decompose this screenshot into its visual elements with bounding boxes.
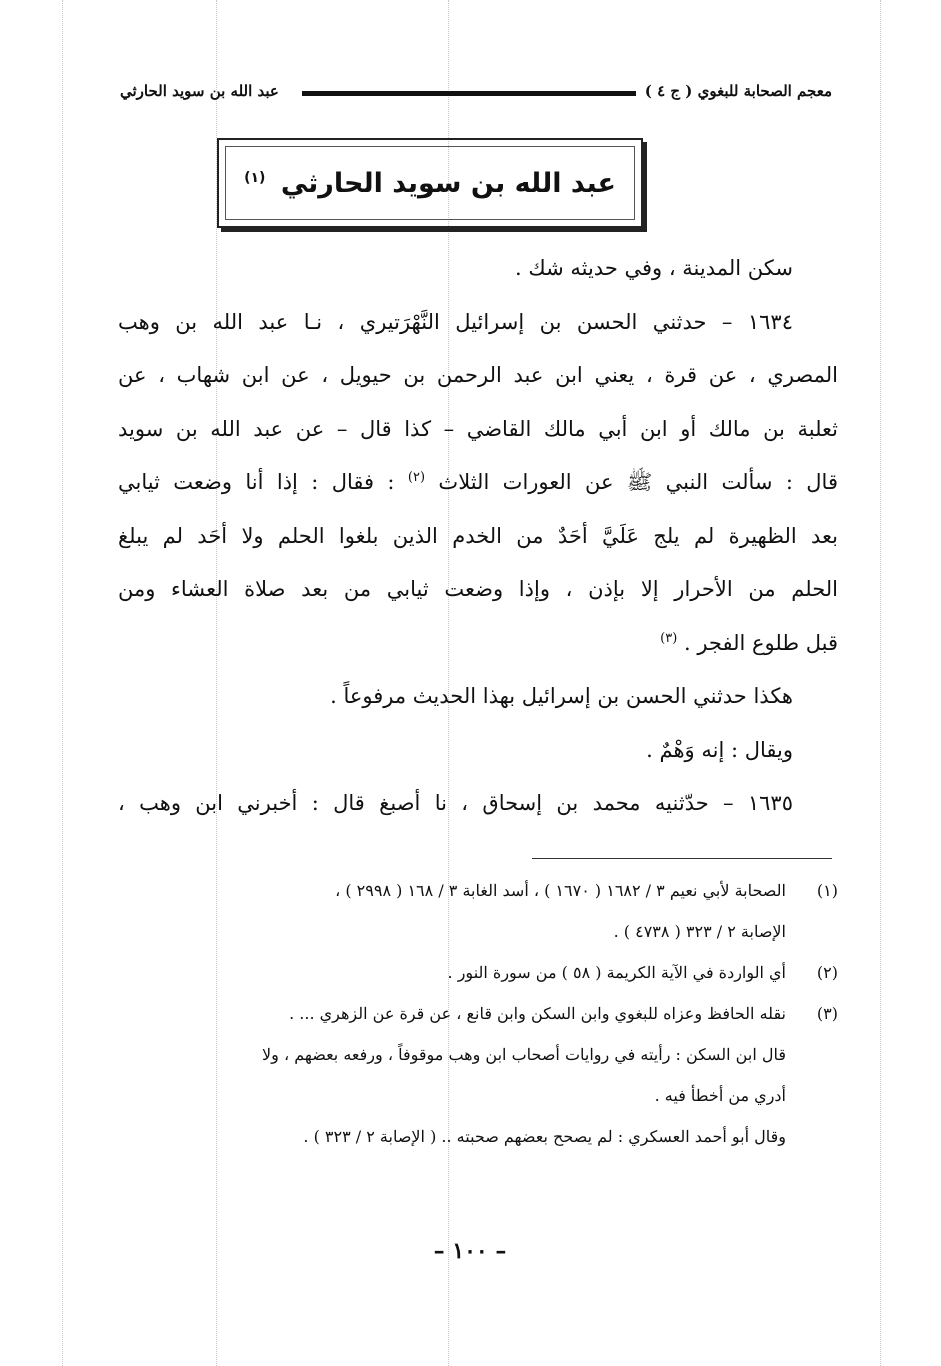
entry-title-frame bbox=[225, 146, 635, 220]
footnote-number: (١) bbox=[816, 881, 838, 900]
footnote-separator bbox=[532, 858, 832, 859]
hadith-1634-text: : فقال : إذا أنا وضعت ثيابي bbox=[118, 470, 408, 494]
footnotes bbox=[118, 870, 838, 1157]
hadith-1634-line bbox=[118, 617, 838, 671]
intro-line: سكن المدينة ، وفي حديثه شك . bbox=[515, 256, 793, 280]
hadith-1634-line: الحلم من الأحرار إلا بإذن ، وإذا وضعت ثيابي من بعد صلاة العشاء ومن bbox=[118, 577, 838, 601]
hadith-1634-line bbox=[118, 456, 838, 510]
entry-title-text: عبد الله بن سويد الحارثي bbox=[280, 167, 616, 199]
remark-line: هكذا حدثني الحسن بن إسرائيل بهذا الحديث مرفوعاً . bbox=[330, 684, 793, 708]
header-rule bbox=[302, 91, 636, 96]
entry-title-box bbox=[217, 138, 643, 228]
hadith-1635-line: ١٦٣٥ – حدّثنيه محمد بن إسحاق ، نا أصبغ قال : أخبرني ابن وهب ، bbox=[118, 791, 793, 815]
footnote-text: الإصابة ٢ / ٣٢٣ ( ٤٧٣٨ ) . bbox=[613, 922, 786, 941]
header-entry-title: عبد الله بن سويد الحارثي bbox=[120, 82, 279, 100]
hadith-1634-line: المصري ، عن قرة ، يعني ابن عبد الرحمن بن حيويل ، عن ابن شهاب ، عن bbox=[118, 363, 838, 387]
hadith-1634-line: ١٦٣٤ – حدثني الحسن بن إسرائيل النَّهْرَتيري ، نـا عبد الله بن وهب bbox=[118, 309, 793, 334]
footnote-number: (٣) bbox=[816, 1004, 838, 1023]
footnote-text: أي الواردة في الآية الكريمة ( ٥٨ ) من سورة النور . bbox=[447, 963, 786, 982]
footnote-text: وقال أبو أحمد العسكري : لم يصحح بعضهم صحبته .. ( الإصابة ٢ / ٣٢٣ ) . bbox=[303, 1127, 786, 1146]
footnote-text: نقله الحافظ وعزاه للبغوي وابن السكن وابن قانع ، عن قرة عن الزهري ... . bbox=[289, 1004, 786, 1023]
footnote-text: الصحابة لأبي نعيم ٣ / ١٦٨٢ ( ١٦٧٠ ) ، أسد الغابة ٣ / ١٦٨ ( ٢٩٩٨ ) ، bbox=[335, 881, 786, 900]
footnote-ref-2: (٢) bbox=[407, 470, 426, 485]
hadith-1634-text: قال : سألت النبي ﷺ عن العورات الثلاث bbox=[438, 470, 838, 494]
hadith-1634-text: قبل طلوع الفجر . bbox=[683, 630, 838, 655]
footnote-2 bbox=[118, 952, 838, 993]
entry-title bbox=[244, 168, 616, 199]
footnote-text: أدري من أخطأ فيه . bbox=[654, 1086, 786, 1105]
scan-guide-line bbox=[880, 0, 881, 1366]
entry-title-footnote-ref: (١) bbox=[244, 169, 266, 186]
header-book-title: معجم الصحابة للبغوي ( ج ٤ ) bbox=[644, 82, 832, 100]
footnote-3 bbox=[118, 993, 838, 1034]
page-number: – ١٠٠ – bbox=[433, 1238, 507, 1264]
main-text bbox=[118, 242, 838, 831]
footnote-1 bbox=[118, 870, 838, 911]
scan-guide-line bbox=[62, 0, 63, 1366]
footnote-text: قال ابن السكن : رأيته في روايات أصحاب ابن وهب موقوفاً ، ورفعه بعضهم ، ولا bbox=[262, 1045, 786, 1064]
footnote-number: (٢) bbox=[816, 963, 838, 982]
footnote-ref-3: (٣) bbox=[660, 630, 678, 646]
hadith-1634-line: ثعلبة بن مالك أو ابن أبي مالك القاضي – كذا قال – عن عبد الله بن سويد bbox=[118, 416, 838, 441]
remark-line: ويقال : إنه وَهْمٌ . bbox=[646, 737, 793, 762]
hadith-1634-line: بعد الظهيرة لم يلج عَلَيَّ أحَدٌ من الخدم الذين بلغوا الحلم ولا أحَد لم يبلغ bbox=[118, 523, 838, 548]
running-header bbox=[120, 82, 832, 106]
